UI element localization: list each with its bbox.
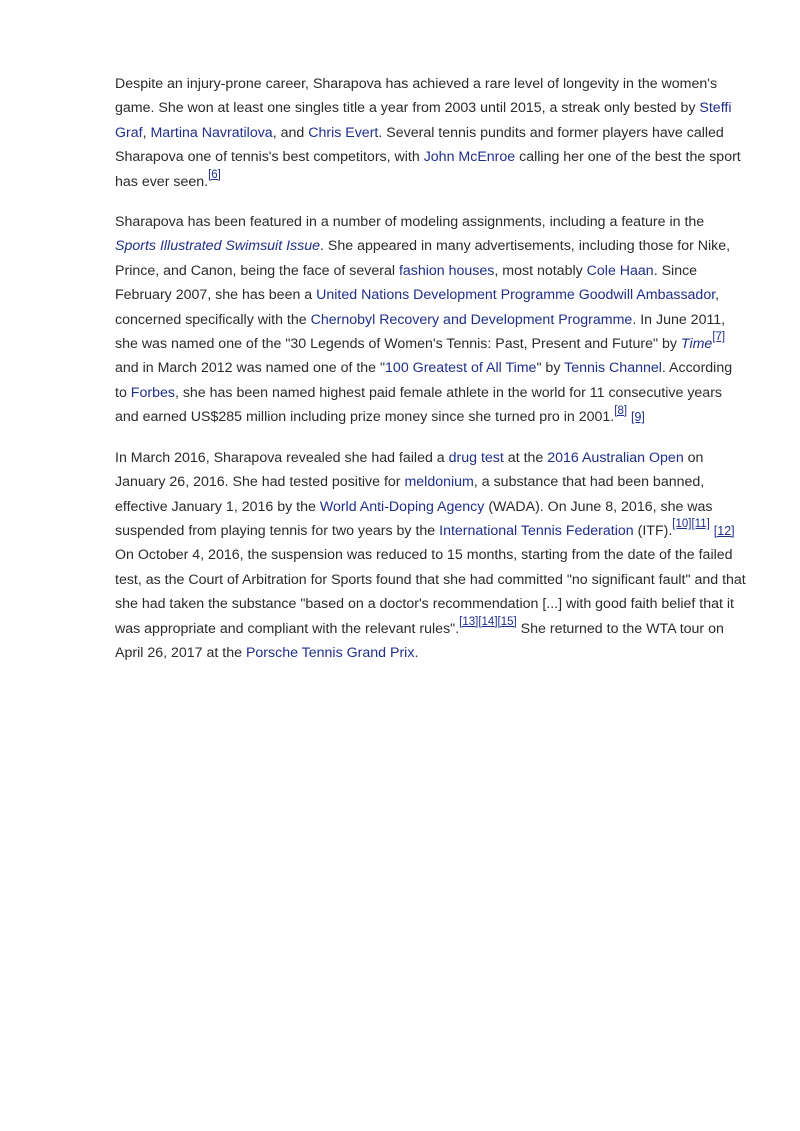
text: (ITF). <box>633 522 673 539</box>
link-label: Time <box>680 336 713 353</box>
text: Sharapova has been featured in a number of modeling assignments, including a feature in the <box>115 214 705 231</box>
link-2016-australian-open[interactable]: 2016 Australian Open <box>547 449 684 466</box>
text: , most notably <box>494 262 587 279</box>
link-chris-evert[interactable]: Chris Evert <box>308 124 379 141</box>
text: , and <box>272 124 309 141</box>
text: and in March 2012 was named one of the " <box>115 360 386 377</box>
paragraph-doping <box>115 446 747 666</box>
text: On October 4, 2016, the suspension was reduced to 15 months, starting from the date of the failed test, as the Court of Arbitration for Sports found that she had committed "no significant fault" and that she had taken the substance "based on a doctor's recommendation [...] with good faith belief that it was appropriate and compliant with the relevant rules". <box>115 547 746 637</box>
text: She returned to the WTA tour on April 26, 2017 at the <box>115 620 724 661</box>
citation-14[interactable]: [14] <box>478 615 498 628</box>
link-label: Sports Illustrated Swimsuit Issue <box>115 238 321 255</box>
citation-13[interactable]: [13] <box>459 615 479 628</box>
citation-12[interactable]: [12] <box>713 523 735 538</box>
text: on January 26, 2016. She had tested positive for <box>115 449 704 491</box>
citation-8[interactable]: [8] <box>614 404 628 417</box>
link-tennis-channel[interactable]: Tennis Channel <box>564 360 662 377</box>
text: . Since February 2007, she has been a <box>115 262 698 304</box>
link-forbes[interactable]: Forbes <box>130 384 175 401</box>
link-drug-test[interactable]: drug test <box>448 449 504 466</box>
link-chernobyl-programme[interactable]: Chernobyl Recovery and Development Programme <box>310 311 633 328</box>
link-itf[interactable]: International Tennis Federation <box>439 522 634 539</box>
text: . According to <box>115 360 733 401</box>
link-cole-haan[interactable]: Cole Haan <box>586 262 654 279</box>
text: Despite an injury-prone career, Sharapova has achieved a rare level of longevity in the women's game. She won at least one singles title a year from 2003 until 2015, a streak only bested by <box>115 76 718 117</box>
link-sports-illustrated[interactable] <box>115 238 320 254</box>
text: , <box>142 124 151 141</box>
citation-15[interactable]: [15] <box>497 615 517 628</box>
text: , she has been named highest paid female athlete in the world for 11 consecutive years and earned US$285 million including prize money since she turned pro in 2001. <box>115 384 723 426</box>
text: . Several tennis pundits and former players have called Sharapova one of tennis's best competitors, with <box>115 124 724 166</box>
link-100-greatest[interactable]: 100 Greatest of All Time <box>385 360 537 377</box>
text: . She appeared in many advertisements, including those for Nike, Prince, and Canon, being the face of several <box>115 238 731 279</box>
citation-7[interactable]: [7] <box>712 331 726 344</box>
link-wada[interactable]: World Anti-Doping Agency <box>319 498 485 515</box>
link-fashion-houses[interactable]: fashion houses <box>398 262 495 279</box>
paragraph-longevity <box>115 72 747 194</box>
article-body <box>115 72 747 681</box>
text: , concerned specifically with the <box>115 287 720 328</box>
text: In March 2016, Sharapova revealed she had failed a <box>115 449 449 466</box>
text: calling her one of the best the sport has ever seen. <box>115 149 741 190</box>
citation-6[interactable]: [6] <box>208 168 221 181</box>
text: . <box>414 644 419 661</box>
link-undp-ambassador[interactable]: United Nations Development Programme Goodwill Ambassador <box>316 287 716 304</box>
text: " by <box>536 360 565 377</box>
link-martina-navratilova[interactable]: Martina Navratilova <box>150 124 273 141</box>
paragraph-modeling <box>115 210 747 430</box>
citation-9[interactable]: [9] <box>631 410 645 425</box>
text: at the <box>503 449 548 466</box>
citation-10[interactable]: [10] <box>672 518 692 531</box>
text: (WADA). On June 8, 2016, she was suspended from playing tennis for two years by the <box>115 498 713 539</box>
link-meldonium[interactable]: meldonium <box>404 474 474 491</box>
link-time[interactable] <box>681 336 712 352</box>
text: , a substance that had been banned, effective January 1, 2016 by the <box>115 474 705 515</box>
citation-11[interactable]: [11] <box>691 518 710 531</box>
link-john-mcenroe[interactable]: John McEnroe <box>423 149 516 166</box>
text: . In June 2011, she was named one of the "30 Legends of Women's Tennis: Past, Present and Future" by <box>115 311 726 353</box>
link-porsche-tennis-grand-prix[interactable]: Porsche Tennis Grand Prix <box>245 644 415 661</box>
link-steffi-graf[interactable]: Steffi Graf <box>115 100 732 141</box>
